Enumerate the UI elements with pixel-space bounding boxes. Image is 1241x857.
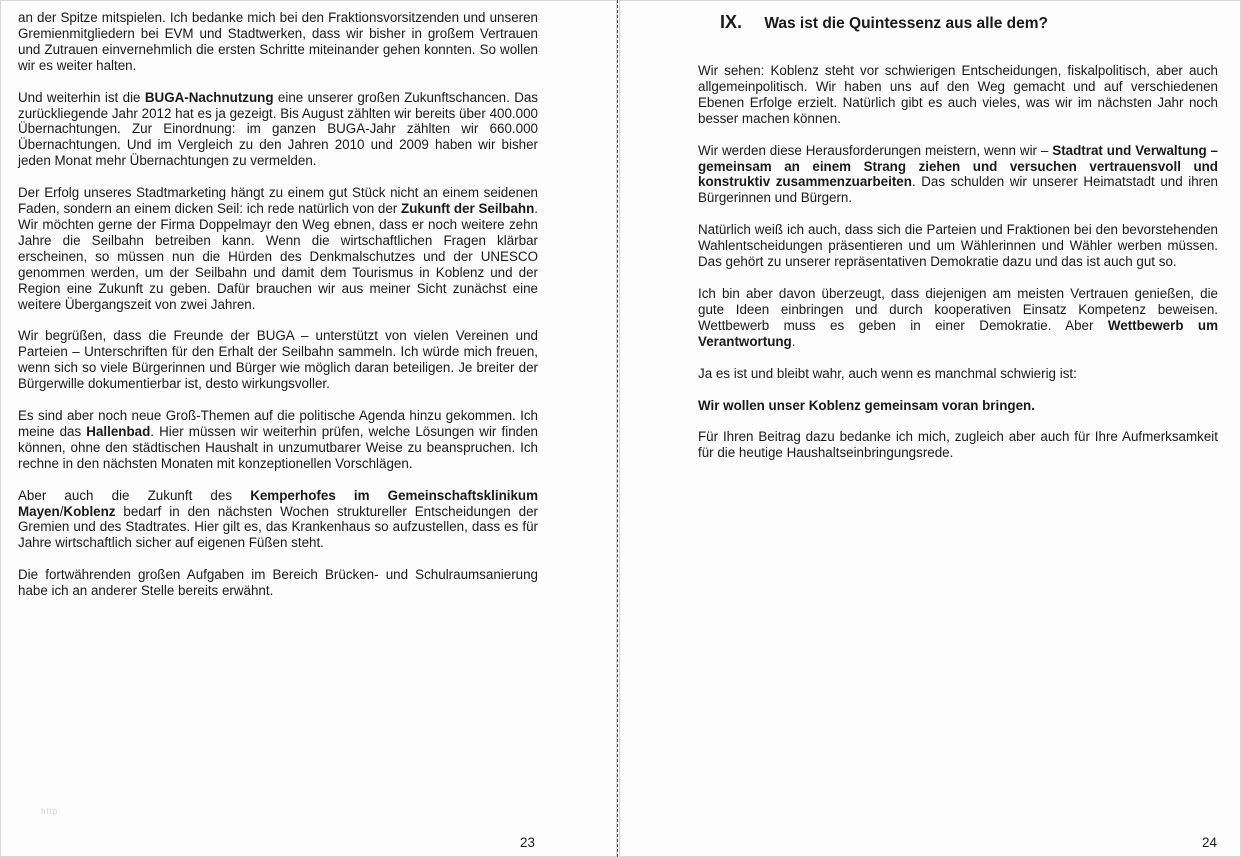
paragraph	[698, 398, 1218, 414]
text-run: . Hier müssen wir weiterhin prüfen, welche Lösungen wir finden können, ohne den städtischen Haushalt in unzumutbarer Weise zu beanspruchen. Ich rechne in den nächsten Monaten mit konzeptionellen Vorschlägen.	[18, 423, 538, 471]
bold-text: Wir wollen unser Koblenz gemeinsam voran bringen.	[698, 397, 1035, 413]
text-run: eine unserer großen Zukunftschancen. Das zurückliegende Jahr 2012 hat es ja gezeigt. Bis August zählten wir bereits über 400.000 Übernachtungen. Zur Einordnung: im ganzen BUGA-Jahr zählten wir 660.000 Übernachtungen. Und im Vergleich zu den Jahren 2010 und 2009 haben wir bisher jeden Monat mehr Übernachtungen zu vermelden.	[18, 89, 539, 169]
page-number-left: 23	[520, 835, 535, 850]
text-run: Wir begrüßen, dass die Freunde der BUGA – unterstützt von vielen Vereinen und Parteien – Unterschriften für den Erhalt der Seilbahn sammeln. Ich würde mich freuen, wenn sich so viele Bürgerinnen und Bürger wie möglich daran beteiligen. Je breiter der Bürgerwille dokumentierbar ist, desto wirkungsvoller.	[18, 328, 538, 392]
paragraph	[698, 63, 1218, 127]
paragraph	[18, 328, 538, 392]
text-run: Wir sehen: Koblenz steht vor schwierigen Entscheidungen, fiskalpolitisch, aber auch allgemeinpolitisch. Wir haben uns auf den Weg gemacht und auf verschiedenen Ebenen Erfolge erzielt. Natürlich gibt es auch vieles, was wir im nächsten Jahr noch besser machen können.	[698, 63, 1218, 126]
text-run: Es sind aber noch neue Groß-Themen auf die politische Agenda hinzu gekommen. Ich meine das	[18, 408, 538, 439]
paragraph	[18, 567, 538, 599]
text-run: . Das schulden wir unserer Heimatstadt und ihren Bürgerinnen und Bürgern.	[698, 174, 1219, 206]
text-run: bedarf in den nächsten Wochen struktureller Entscheidungen der Gremien und des Stadtrates. Hier gilt es, das Krankenhaus so aufzustellen, dass es für Jahre wirtschaftlich sicher auf eigenen Füßen steht.	[18, 503, 538, 551]
text-run: Natürlich weiß ich auch, dass sich die Parteien und Fraktionen bei den bevorstehenden Wahlentscheidungen präsentieren und um Wählerinnen und Wähler werben müssen. Das gehört zu unserer repräsentativen Demokratie dazu und das ist auch gut so.	[698, 222, 1218, 270]
paragraph	[698, 143, 1218, 207]
paragraph	[698, 222, 1218, 270]
paragraph	[18, 408, 538, 472]
section-number: IX.	[720, 12, 743, 32]
text-run: Aber auch die Zukunft des	[18, 487, 251, 503]
bold-text: Kemperhofes im Gemeinschaftsklinikum Mayen	[18, 487, 539, 519]
text-run: Wir werden diese Herausforderungen meistern, wenn wir –	[698, 142, 1053, 158]
text-run: .	[791, 333, 796, 349]
bold-text: Stadtrat und Verwaltung – gemeinsam an einem Strang ziehen und versuchen vertrauensvoll und konstruktiv zusammenzuarbeiten	[698, 142, 1218, 190]
bold-text: Hallenbad	[86, 423, 151, 439]
text-run: /	[59, 503, 64, 519]
paragraph	[18, 10, 538, 74]
section-heading	[720, 12, 1048, 33]
bold-text: BUGA-Nachnutzung	[144, 89, 274, 105]
text-run: Ich bin aber davon überzeugt, dass diejenigen am meisten Vertrauen genießen, die gute Ideen einbringen und durch kooperativen Einsatz Kompetenz beweisen. Wettbewerb muss es geben in einer Demokratie. Aber	[698, 285, 1218, 333]
page-fold-divider	[617, 0, 618, 857]
text-run: Und weiterhin ist die	[18, 89, 145, 105]
text-run: Der Erfolg unseres Stadtmarketing hängt zu einem gut Stück nicht an einem seidenen Faden, sondern an einem dicken Seil: ich rede natürlich von der	[18, 185, 538, 217]
left-page	[0, 0, 617, 857]
page-number-right: 24	[1202, 835, 1217, 850]
paragraph	[698, 366, 1218, 382]
right-page-text	[698, 63, 1218, 477]
paragraph	[698, 429, 1218, 461]
paragraph	[18, 185, 538, 312]
text-run: an der Spitze mitspielen. Ich bedanke mich bei den Fraktionsvorsitzenden und unseren Gremienmitgliedern bei EVM und Stadtwerken, dass wir bisher in großem Vertrauen und Zutrauen einvernehmlich die ersten Schritte miteinander gehen konnten. So wollen wir es weiter halten.	[18, 10, 538, 73]
bold-text: Zukunft der Seilbahn	[401, 201, 535, 217]
text-run: . Wir möchten gerne der Firma Doppelmayr den Weg ebnen, dass er noch weitere zehn Jahre die Seilbahn betreiben kann. Wenn die wirtschaftlichen Fragen klärbar erscheinen, so müssen nun die Hürden des Denkmalschutzes und der UNESCO genommen werden, um der Seilbahn und damit dem Tourismus in Koblenz und der Region eine Zukunft zu geben. Dafür brauchen wir aus meiner Sicht zunächst eine weitere Übergangszeit von zwei Jahren.	[18, 201, 538, 312]
watermark: http	[41, 807, 59, 816]
text-run: Für Ihren Beitrag dazu bedanke ich mich, zugleich aber auch für Ihre Aufmerksamkeit für die heutige Haushaltseinbringungsrede.	[698, 429, 1218, 461]
bold-text: Koblenz	[63, 503, 116, 519]
paragraph	[698, 286, 1218, 350]
paragraph	[18, 90, 538, 170]
bold-text: Wettbewerb um Verantwortung	[698, 317, 1219, 349]
section-title: Was ist die Quintessenz aus alle dem?	[764, 15, 1049, 32]
left-page-text	[18, 10, 538, 615]
text-run: Ja es ist und bleibt wahr, auch wenn es manchmal schwierig ist:	[698, 365, 1077, 381]
text-run: Die fortwährenden großen Aufgaben im Bereich Brücken- und Schulraumsanierung habe ich an anderer Stelle bereits erwähnt.	[18, 567, 538, 599]
right-page	[619, 0, 1241, 857]
paragraph	[18, 488, 538, 552]
